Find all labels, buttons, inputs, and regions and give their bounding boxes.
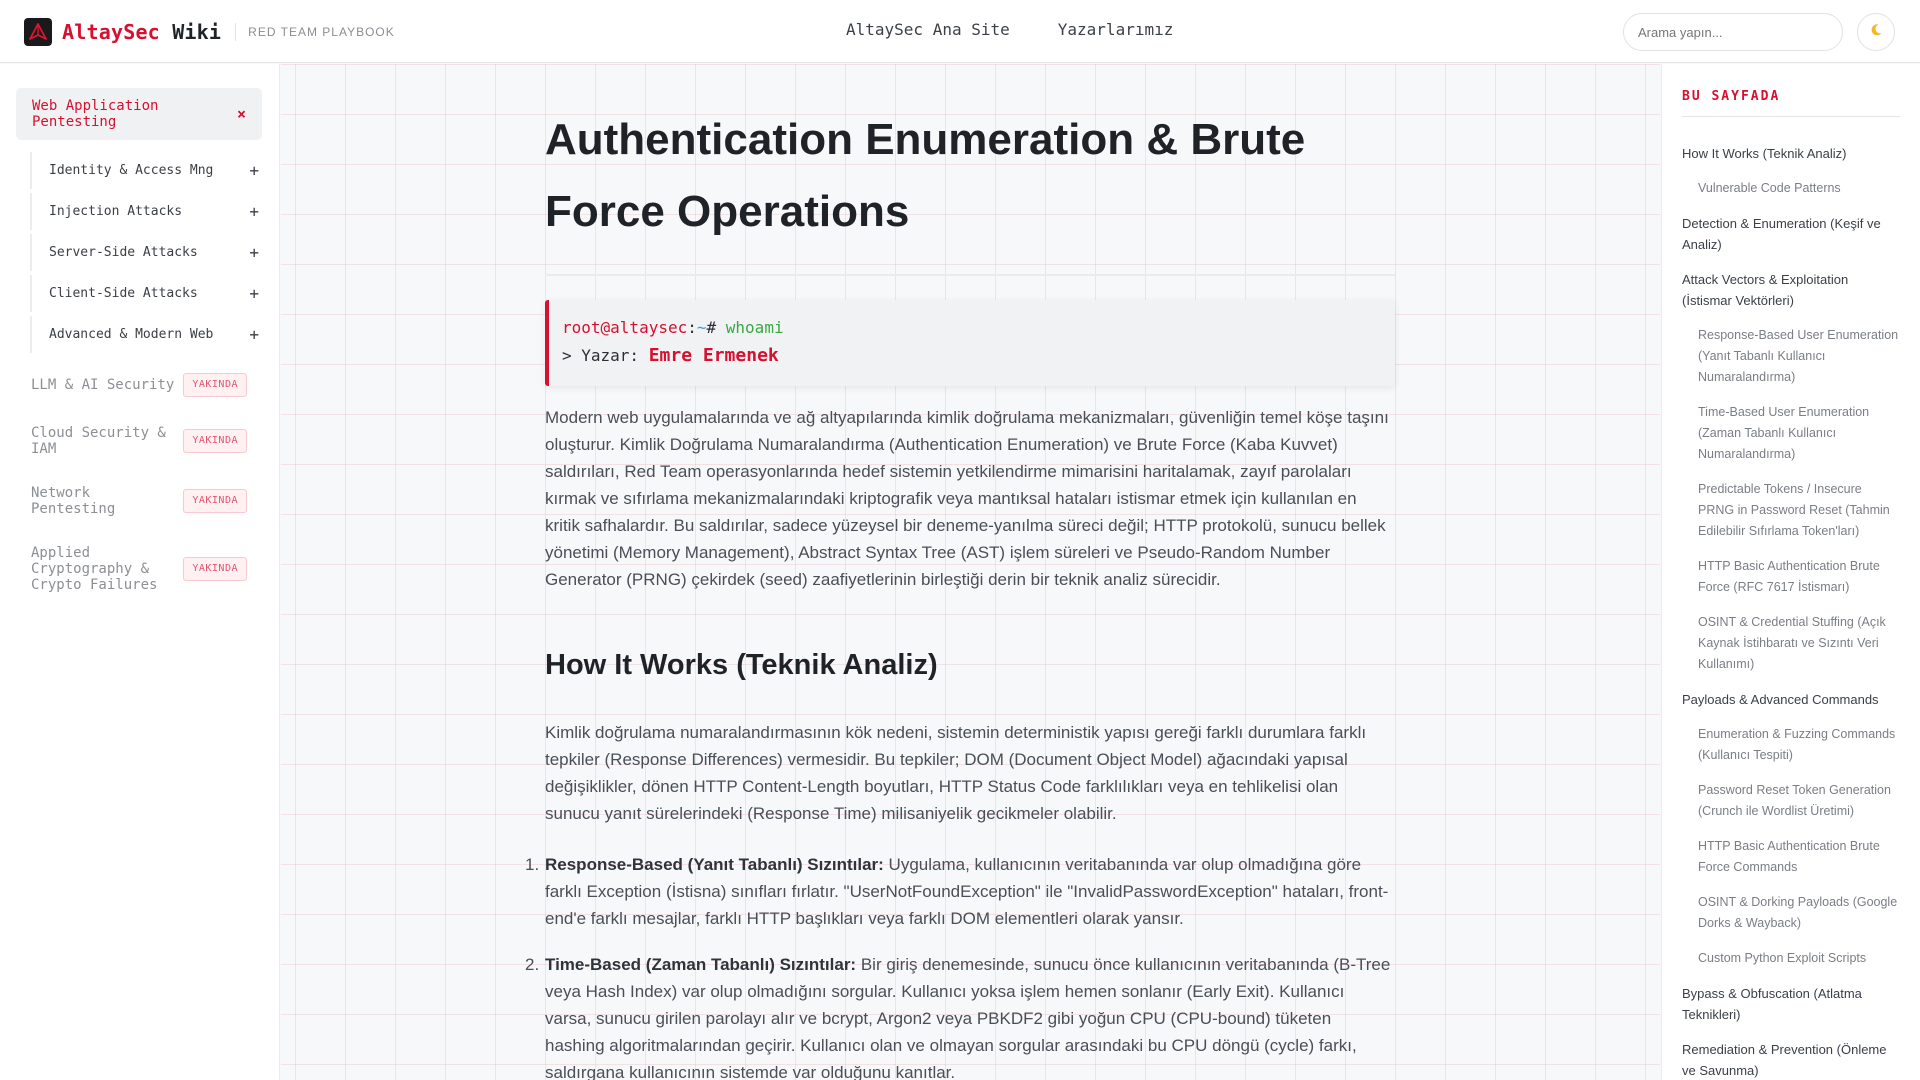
sidebar-item-label: Applied Cryptography & Crypto Failures: [31, 545, 158, 593]
toc-item[interactable]: [1682, 612, 1900, 675]
toc-item[interactable]: [1682, 556, 1900, 598]
terminal-colon: :: [687, 318, 697, 337]
toc-item[interactable]: [1682, 213, 1900, 255]
sidebar-item-advanced-modern-web[interactable]: [30, 316, 279, 353]
brand-title: [62, 20, 221, 44]
main-content: [281, 64, 1660, 1080]
toc-link[interactable]: OSINT & Credential Stuffing (Açık Kaynak İstihbaratı ve Sızıntı Veri Kullanımı): [1698, 615, 1886, 671]
list-item: [525, 951, 1395, 1080]
sidebar-item-label: LLM & AI Security: [31, 377, 175, 393]
search-input[interactable]: [1623, 13, 1843, 51]
brand-accent: AltaySec: [62, 20, 160, 44]
toc-link[interactable]: How It Works (Teknik Analiz): [1682, 146, 1847, 161]
plus-icon[interactable]: +: [249, 284, 259, 303]
terminal-user-host: root@altaysec: [562, 318, 688, 337]
sidebar-category-label: Web Application Pentesting: [32, 98, 159, 130]
toc-item[interactable]: [1682, 948, 1900, 969]
toc-item[interactable]: [1682, 724, 1900, 766]
toc-item[interactable]: [1682, 402, 1900, 465]
toc-link[interactable]: Password Reset Token Generation (Crunch ile Wordlist Üretimi): [1698, 783, 1891, 818]
nav-link-main-site[interactable]: AltaySec Ana Site: [846, 20, 1010, 39]
plus-icon[interactable]: +: [249, 325, 259, 344]
sidebar-item-label: Network Pentesting: [31, 485, 116, 517]
sidebar-item-client-side-attacks[interactable]: [30, 275, 279, 312]
toc-item[interactable]: [1682, 143, 1900, 164]
toc-item[interactable]: [1682, 689, 1900, 710]
leak-types-list: [525, 851, 1395, 1080]
page-title: Authentication Enumeration & Brute Force Operations: [545, 104, 1395, 276]
brand-divider: [235, 23, 236, 41]
toc-link[interactable]: Response-Based User Enumeration (Yanıt Tabanlı Kullanıcı Numaralandırma): [1698, 328, 1899, 384]
plus-icon[interactable]: +: [249, 161, 259, 180]
sidebar-item-network-pentesting: [0, 485, 279, 517]
terminal-command: whoami: [725, 318, 784, 337]
toc-link[interactable]: Remediation & Prevention (Önleme ve Savunma): [1682, 1042, 1887, 1078]
sidebar-item-identity-access[interactable]: [30, 152, 279, 189]
list-item-text: Uygulama, kullanıcının veritabanında var olup olmadığına göre farklı Exception (İstisna) sınıfları fırlatır. "UserNotFoundException" ile "InvalidPasswordException" hataları, front-end'e farklı mesajlar, farklı HTTP başlıkları veya farklı DOM elementleri olarak yansır.: [545, 855, 1389, 928]
sidebar-item-label: Advanced & Modern Web: [49, 327, 214, 342]
terminal-output-line: [562, 342, 1381, 370]
list-item: [525, 851, 1395, 932]
terminal-tilde: ~: [696, 318, 707, 337]
terminal-hash: #: [706, 318, 726, 337]
sidebar-item-llm-ai-security: [0, 373, 279, 397]
table-of-contents: [1661, 64, 1920, 1080]
toc-list: [1682, 143, 1900, 1080]
author-terminal-block: [545, 300, 1395, 386]
toc-item[interactable]: [1682, 1039, 1900, 1080]
coming-soon-badge: YAKINDA: [183, 429, 247, 453]
logo-icon: [24, 18, 52, 46]
plus-icon[interactable]: +: [249, 202, 259, 221]
brand-rest: Wiki: [172, 20, 222, 44]
toc-item[interactable]: [1682, 325, 1900, 388]
list-item-text: Bir giriş denemesinde, sunucu önce kullanıcının veritabanında (B-Tree veya Hash Index) var olup olmadığını sorgular. Kullanıcı yoksa işlem hemen sonlanır (Early Exit). Kullanıcı varsa, sunucu girilen parolayı alır ve bcrypt, Argon2 veya PBKDF2 gibi yoğun CPU (CPU-bound) tüketen hashing algoritmalarından geçirir. Kullanıcı olan ve olmayan sorgular arasındaki bu CPU döngü (cycle) farkı, saldırgana kullanıcının sistemde var olduğunu kanıtlar.: [545, 955, 1391, 1080]
toc-item[interactable]: [1682, 983, 1900, 1025]
sidebar-item-server-side-attacks[interactable]: [30, 234, 279, 271]
toc-link[interactable]: Payloads & Advanced Commands: [1682, 692, 1879, 707]
sidebar-item-label: Identity & Access Mng: [49, 163, 214, 178]
sidebar-coming-soon: [0, 373, 279, 593]
toc-link[interactable]: Enumeration & Fuzzing Commands (Kullanıcı Tespiti): [1698, 727, 1896, 762]
toc-link[interactable]: Predictable Tokens / Insecure PRNG in Password Reset (Tahmin Edilebilir Sıfırlama Token'ları): [1698, 482, 1890, 538]
author-name[interactable]: Emre Ermenek: [648, 345, 779, 366]
sidebar-item-label: Injection Attacks: [49, 204, 183, 219]
terminal-prompt-line: [562, 314, 1381, 342]
toc-link[interactable]: Detection & Enumeration (Keşif ve Analiz): [1682, 216, 1881, 252]
sidebar-subcategories: [30, 152, 279, 353]
toc-item[interactable]: [1682, 780, 1900, 822]
top-nav: [846, 20, 1173, 39]
toc-item[interactable]: [1682, 479, 1900, 542]
list-number: 2.: [525, 955, 540, 974]
toc-link[interactable]: Bypass & Obfuscation (Atlatma Teknikleri): [1682, 986, 1862, 1022]
section-paragraph: Kimlik doğrulama numaralandırmasının kök nedeni, sistemin deterministik yapısı gereği farklı durumlara farklı tepkiler (Response Differences) vermesidir. Bu tepkiler; DOM (Document Object Model) ağacındaki yapısal değişiklikler, dönen HTTP Content-Length boyutları, HTTP Status Code farklılıkları veya en tehlikelisi olan sunucu yanıt sürelerindeki (Response Time) milisaniyelik gecikmeler olabilir.: [545, 723, 1367, 823]
toc-link[interactable]: HTTP Basic Authentication Brute Force (RFC 7617 İstismarı): [1698, 559, 1880, 594]
sidebar-item-label: Server-Side Attacks: [49, 245, 198, 260]
list-item-title: Time-Based (Zaman Tabanlı) Sızıntılar:: [545, 955, 857, 974]
article: [525, 104, 1395, 1080]
nav-link-authors[interactable]: Yazarlarımız: [1057, 20, 1174, 39]
close-icon[interactable]: ×: [236, 105, 246, 123]
sidebar-item-label: Cloud Security & IAM: [31, 425, 166, 457]
toc-item[interactable]: [1682, 269, 1900, 311]
moon-icon: [1869, 23, 1883, 41]
sidebar-item-cloud-security: [0, 425, 279, 457]
section-heading-how-it-works: How It Works (Teknik Analiz): [545, 649, 938, 681]
list-number: 1.: [525, 855, 540, 874]
theme-toggle-button[interactable]: [1857, 13, 1895, 51]
toc-item[interactable]: [1682, 892, 1900, 934]
plus-icon[interactable]: +: [249, 243, 259, 262]
brand[interactable]: [24, 18, 395, 46]
toc-title: BU SAYFADA: [1682, 89, 1900, 117]
list-item-title: Response-Based (Yanıt Tabanlı) Sızıntılar:: [545, 855, 884, 874]
intro-paragraph: Modern web uygulamalarında ve ağ altyapılarında kimlik doğrulama mekanizmaları, güvenliğin temel köşe taşını oluşturur. Kimlik Doğrulama Numaralandırma (Authentication Enumeration) ve Brute Force (Kaba Kuvvet) saldırıları, Red Team operasyonlarında hedef sistemin yetkilendirme mimarisini haritalamak, zayıf parolaları kırmak ve sıfırlama mekanizmalarındaki kriptografik veya mantıksal hataları istismar etmek için kullanılan en kritik safhalardır. Bu saldırılar, sadece yüzeysel bir deneme-yanılma süreci değil; HTTP protokolü, sunucu bellek yönetimi (Memory Management), Abstract Syntax Tree (AST) işlem süreleri ve Pseudo-Random Number Generator (PRNG) çekirdek (seed) zaafiyetlerinin birleştiği derin bir teknik analiz sürecidir.: [545, 408, 1389, 589]
sidebar-category-web-app-pentesting[interactable]: [16, 88, 262, 140]
brand-subtitle: RED TEAM PLAYBOOK: [248, 25, 395, 39]
sidebar-item-label: Client-Side Attacks: [49, 286, 198, 301]
coming-soon-badge: YAKINDA: [183, 557, 247, 581]
author-label: > Yazar:: [562, 346, 649, 365]
coming-soon-badge: YAKINDA: [183, 373, 247, 397]
toc-link[interactable]: Attack Vectors & Exploitation (İstismar Vektörleri): [1682, 272, 1849, 308]
top-header: [0, 0, 1920, 63]
sidebar: [0, 64, 280, 1080]
sidebar-item-applied-cryptography: [0, 545, 279, 593]
coming-soon-badge: YAKINDA: [183, 489, 247, 513]
toc-item[interactable]: [1682, 836, 1900, 878]
toc-link[interactable]: OSINT & Dorking Payloads (Google Dorks & Wayback): [1698, 895, 1898, 930]
toc-item[interactable]: [1682, 178, 1900, 199]
toc-link[interactable]: HTTP Basic Authentication Brute Force Commands: [1698, 839, 1880, 874]
toc-link[interactable]: Custom Python Exploit Scripts: [1698, 951, 1867, 965]
toc-link[interactable]: Vulnerable Code Patterns: [1698, 181, 1841, 195]
toc-link[interactable]: Time-Based User Enumeration (Zaman Tabanlı Kullanıcı Numaralandırma): [1698, 405, 1870, 461]
sidebar-item-injection-attacks[interactable]: [30, 193, 279, 230]
